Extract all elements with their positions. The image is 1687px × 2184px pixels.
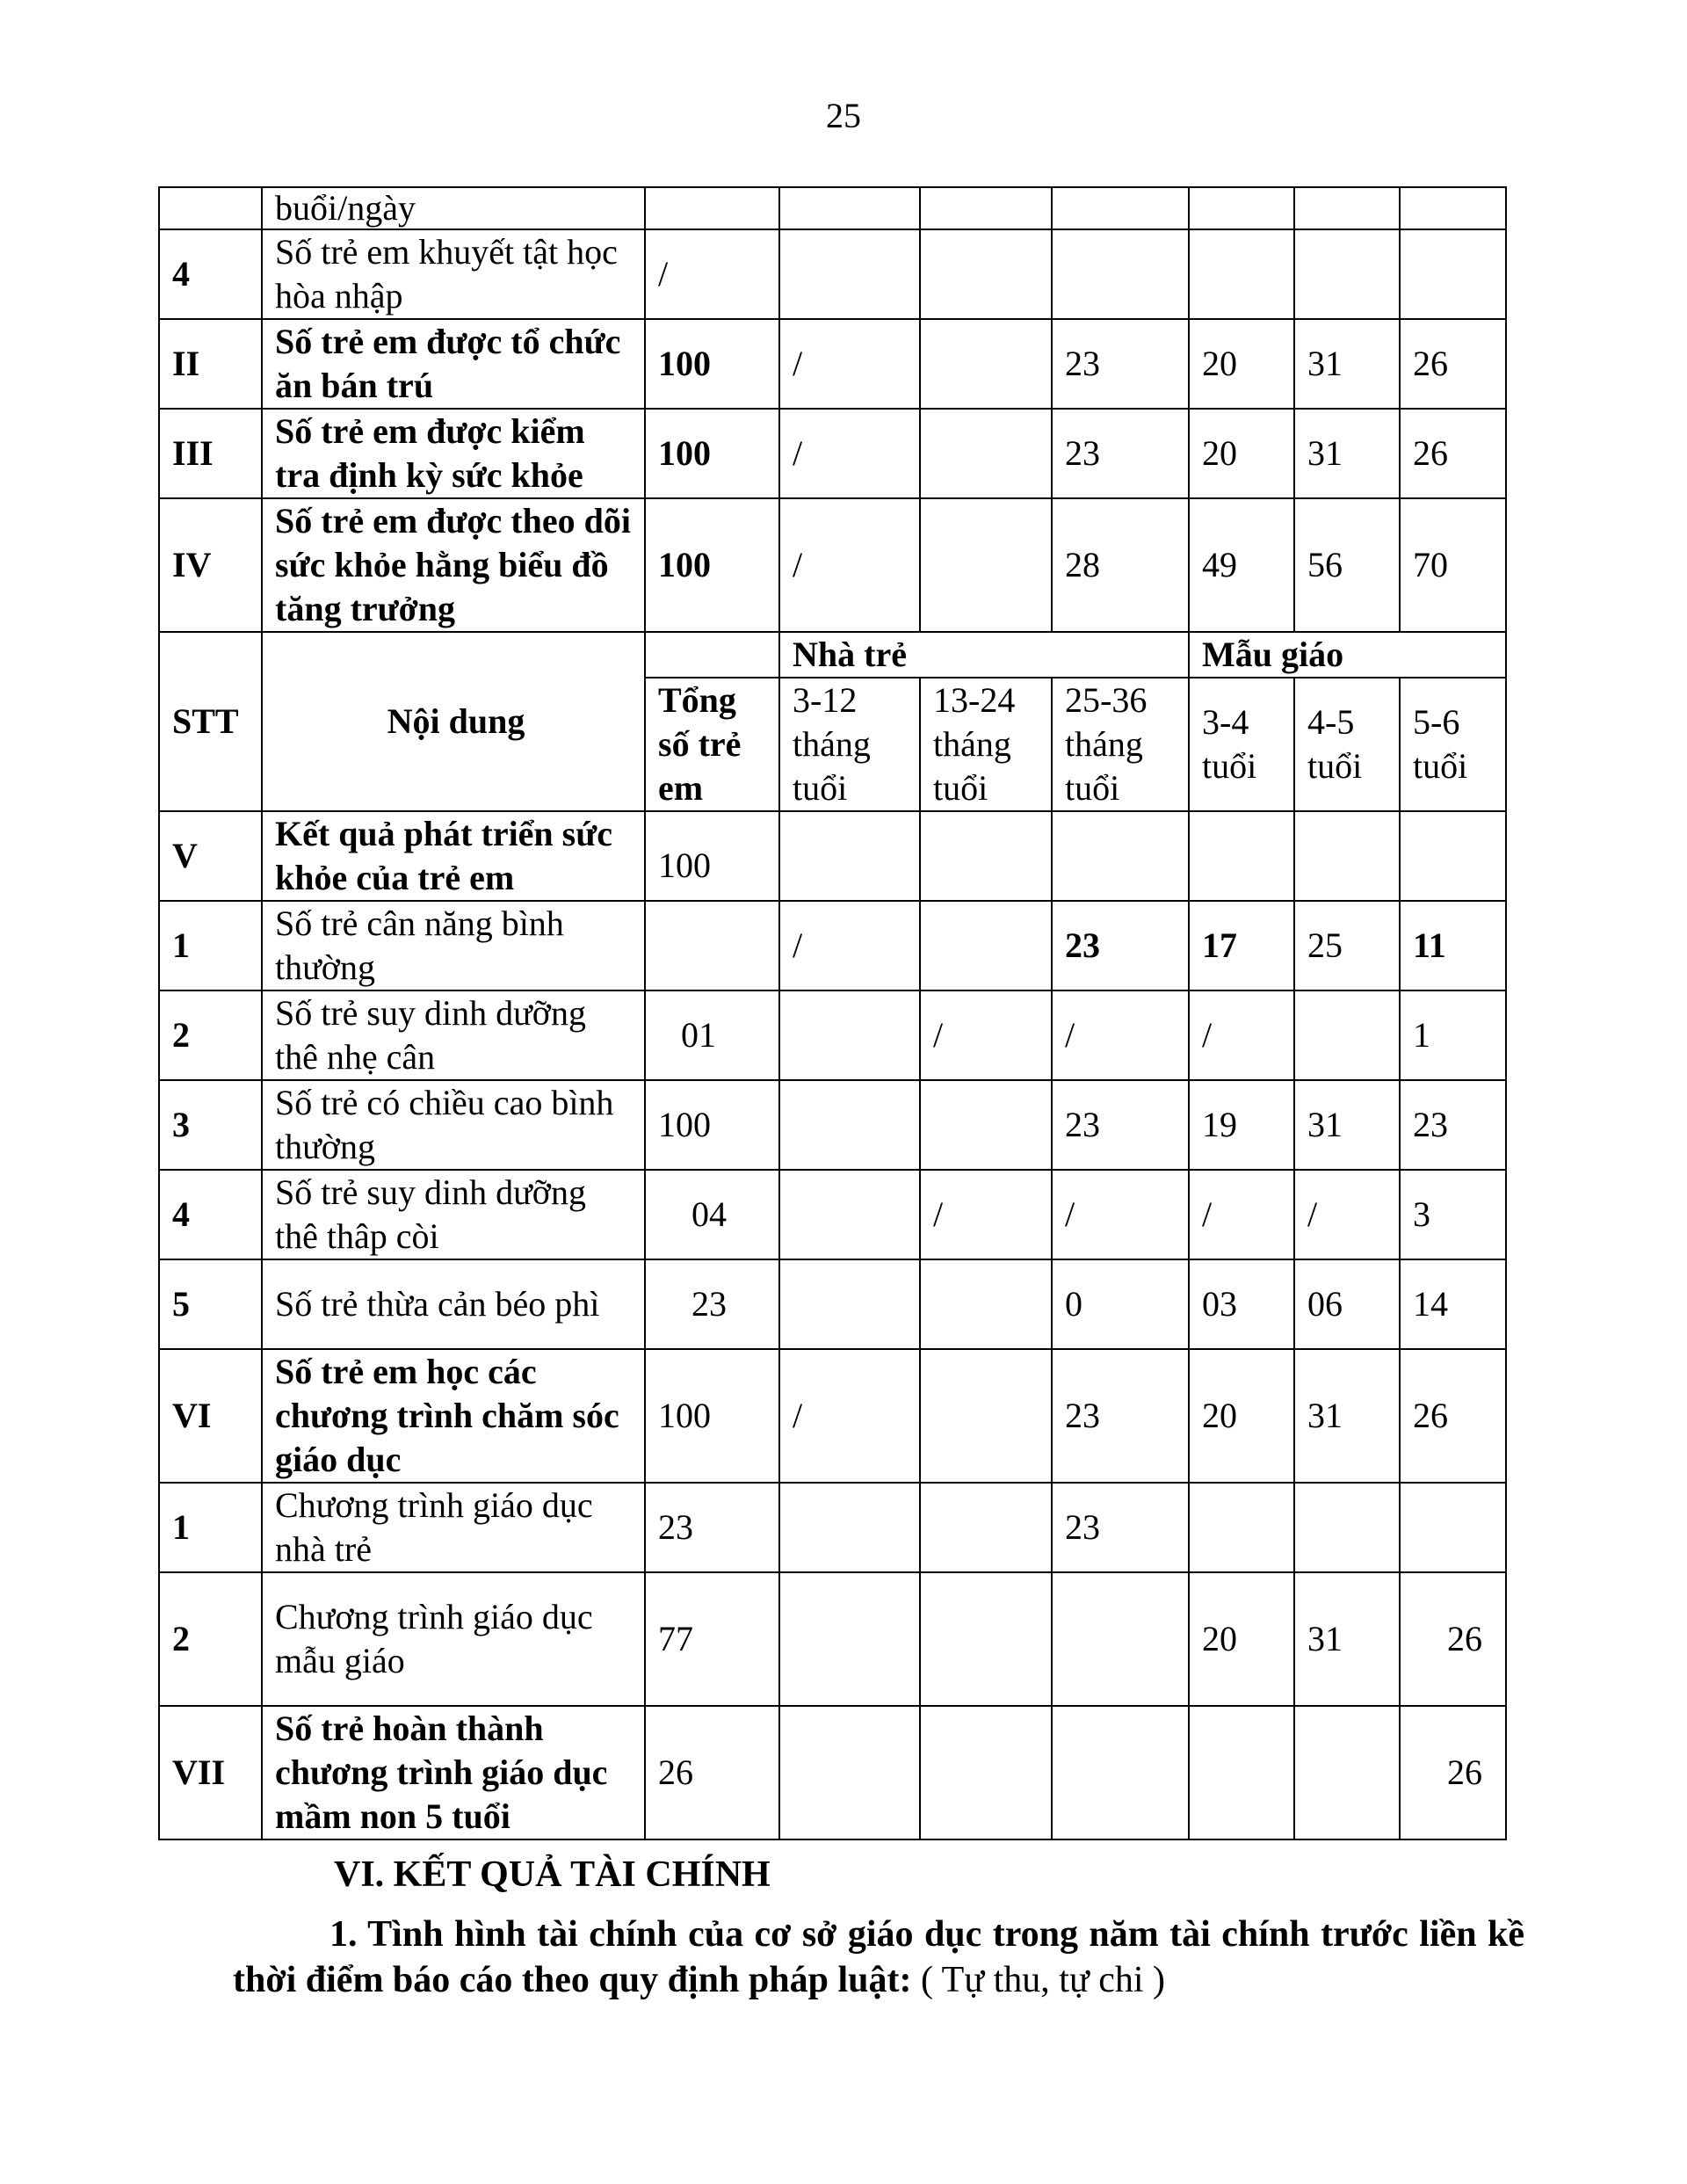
value-cell: 26 xyxy=(1400,409,1506,498)
header-spacer xyxy=(645,632,779,678)
value-cell xyxy=(920,229,1052,319)
age-3-12-header: 3-12 tháng tuổi xyxy=(779,678,920,811)
total-cell xyxy=(645,187,779,229)
content-cell: Số trẻ suy dinh dưỡng thê nhẹ cân xyxy=(262,990,645,1080)
value-cell: 20 xyxy=(1189,409,1294,498)
value-cell xyxy=(1294,187,1400,229)
stt-cell: 2 xyxy=(159,1572,262,1706)
value-cell: 23 xyxy=(1052,1080,1189,1170)
value-cell xyxy=(1189,229,1294,319)
total-cell: 26 xyxy=(645,1706,779,1839)
stt-cell: 5 xyxy=(159,1259,262,1349)
value-cell xyxy=(1052,187,1189,229)
total-header: Tổng số trẻ em xyxy=(645,678,779,811)
value-cell xyxy=(779,1706,920,1839)
value-cell xyxy=(920,1706,1052,1839)
value-cell xyxy=(920,1259,1052,1349)
content-cell: Số trẻ có chiều cao bình thường xyxy=(262,1080,645,1170)
table-row xyxy=(159,1572,1506,1706)
content-cell: Số trẻ cân năng bình thường xyxy=(262,901,645,990)
value-cell xyxy=(1052,811,1189,901)
section-heading: VI. KẾT QUẢ TÀI CHÍNH xyxy=(334,1854,771,1895)
value-cell xyxy=(1294,990,1400,1080)
stt-cell: V xyxy=(159,811,262,901)
total-cell: 77 xyxy=(645,1572,779,1706)
total-cell: 04 xyxy=(645,1170,779,1259)
stt-cell: 4 xyxy=(159,1170,262,1259)
value-cell: 31 xyxy=(1294,1349,1400,1483)
value-cell: 28 xyxy=(1052,498,1189,632)
total-cell: 100 xyxy=(645,1349,779,1483)
page-number: 25 xyxy=(826,96,861,135)
stt-cell: VII xyxy=(159,1706,262,1839)
value-cell xyxy=(1294,229,1400,319)
content-cell: Số trẻ em được kiểm tra định kỳ sức khỏe xyxy=(262,409,645,498)
value-cell: 0 xyxy=(1052,1259,1189,1349)
value-cell: / xyxy=(1052,990,1189,1080)
value-cell: 23 xyxy=(1052,409,1189,498)
paragraph-normal-text: ( Tự thu, tự chi ) xyxy=(911,1960,1165,2000)
value-cell xyxy=(1400,1483,1506,1572)
table-row xyxy=(159,319,1506,409)
value-cell: / xyxy=(779,409,920,498)
total-cell: / xyxy=(645,229,779,319)
content-cell: Số trẻ em được theo dõi sức khỏe hằng biểu đồ tăng trưởng xyxy=(262,498,645,632)
kindergarten-group-header: Mẫu giáo xyxy=(1189,632,1506,678)
value-cell xyxy=(1294,1483,1400,1572)
value-cell xyxy=(779,1080,920,1170)
value-cell: 56 xyxy=(1294,498,1400,632)
value-cell: 26 xyxy=(1400,319,1506,409)
value-cell: 49 xyxy=(1189,498,1294,632)
age-4-5-header: 4-5 tuổi xyxy=(1294,678,1400,811)
table-row xyxy=(159,901,1506,990)
value-cell: 1 xyxy=(1400,990,1506,1080)
value-cell: / xyxy=(779,498,920,632)
content-cell: buổi/ngày xyxy=(262,187,645,229)
table-row xyxy=(159,811,1506,901)
table-row xyxy=(159,1349,1506,1483)
total-cell: 100 xyxy=(645,498,779,632)
value-cell: 31 xyxy=(1294,319,1400,409)
value-cell xyxy=(1189,1706,1294,1839)
value-cell: 20 xyxy=(1189,319,1294,409)
value-cell: 25 xyxy=(1294,901,1400,990)
value-cell xyxy=(920,901,1052,990)
nursery-group-header: Nhà trẻ xyxy=(779,632,1189,678)
value-cell: / xyxy=(779,1349,920,1483)
value-cell: 20 xyxy=(1189,1572,1294,1706)
value-cell: / xyxy=(1189,990,1294,1080)
age-13-24-header: 13-24 tháng tuổi xyxy=(920,678,1052,811)
value-cell: / xyxy=(779,901,920,990)
stt-cell: 2 xyxy=(159,990,262,1080)
value-cell: 3 xyxy=(1400,1170,1506,1259)
total-cell: 01 xyxy=(645,990,779,1080)
stt-cell: VI xyxy=(159,1349,262,1483)
value-cell xyxy=(1400,229,1506,319)
age-3-4-header: 3-4 tuổi xyxy=(1189,678,1294,811)
table-row xyxy=(159,409,1506,498)
table-row xyxy=(159,229,1506,319)
value-cell: 26 xyxy=(1400,1706,1506,1839)
value-cell xyxy=(779,811,920,901)
value-cell: 70 xyxy=(1400,498,1506,632)
total-cell xyxy=(645,901,779,990)
value-cell: 26 xyxy=(1400,1572,1506,1706)
value-cell xyxy=(1400,187,1506,229)
total-cell: 23 xyxy=(645,1259,779,1349)
value-cell: / xyxy=(779,319,920,409)
value-cell: / xyxy=(1189,1170,1294,1259)
value-cell: 06 xyxy=(1294,1259,1400,1349)
value-cell xyxy=(1052,1706,1189,1839)
value-cell xyxy=(920,1572,1052,1706)
stt-cell: 1 xyxy=(159,1483,262,1572)
statistics-table xyxy=(158,186,1507,1840)
value-cell xyxy=(779,1259,920,1349)
content-cell: Số trẻ suy dinh dưỡng thê thâp còi xyxy=(262,1170,645,1259)
value-cell: / xyxy=(1294,1170,1400,1259)
value-cell: 17 xyxy=(1189,901,1294,990)
content-header: Nội dung xyxy=(262,632,645,811)
content-cell: Số trẻ em học các chương trình chăm sóc giáo dục xyxy=(262,1349,645,1483)
value-cell xyxy=(1294,811,1400,901)
stt-cell: 3 xyxy=(159,1080,262,1170)
stt-cell: II xyxy=(159,319,262,409)
value-cell: 31 xyxy=(1294,1080,1400,1170)
value-cell: 31 xyxy=(1294,409,1400,498)
table-row xyxy=(159,1080,1506,1170)
table-row xyxy=(159,1170,1506,1259)
content-cell: Chương trình giáo dục nhà trẻ xyxy=(262,1483,645,1572)
value-cell: / xyxy=(920,1170,1052,1259)
value-cell xyxy=(779,1572,920,1706)
value-cell xyxy=(920,1349,1052,1483)
total-cell: 100 xyxy=(645,409,779,498)
stt-cell: IV xyxy=(159,498,262,632)
value-cell: 23 xyxy=(1400,1080,1506,1170)
content-cell: Số trẻ em khuyết tật học hòa nhập xyxy=(262,229,645,319)
stt-cell: III xyxy=(159,409,262,498)
value-cell xyxy=(1294,1706,1400,1839)
value-cell xyxy=(920,811,1052,901)
value-cell: 31 xyxy=(1294,1572,1400,1706)
value-cell xyxy=(920,1483,1052,1572)
table-row xyxy=(159,1483,1506,1572)
table-row xyxy=(159,1259,1506,1349)
value-cell xyxy=(779,1170,920,1259)
value-cell xyxy=(920,498,1052,632)
value-cell xyxy=(920,187,1052,229)
value-cell: 11 xyxy=(1400,901,1506,990)
value-cell: / xyxy=(1052,1170,1189,1259)
content-cell: Chương trình giáo dục mẫu giáo xyxy=(262,1572,645,1706)
age-25-36-header: 25-36 tháng tuổi xyxy=(1052,678,1189,811)
stt-header: STT xyxy=(159,632,262,811)
value-cell: 19 xyxy=(1189,1080,1294,1170)
table-row xyxy=(159,187,1506,229)
table-row xyxy=(159,990,1506,1080)
content-cell: Số trẻ thừa cản béo phì xyxy=(262,1259,645,1349)
value-cell: 23 xyxy=(1052,901,1189,990)
value-cell xyxy=(920,1080,1052,1170)
content-cell: Số trẻ hoàn thành chương trình giáo dục mầm non 5 tuổi xyxy=(262,1706,645,1839)
value-cell xyxy=(920,319,1052,409)
value-cell: 23 xyxy=(1052,1349,1189,1483)
table-row xyxy=(159,498,1506,632)
content-cell: Kết quả phát triển sức khỏe của trẻ em xyxy=(262,811,645,901)
paragraph-bold-text: 1. Tình hình tài chính của cơ sở giáo dục trong năm tài chính trước liền kề thời điểm báo cáo theo quy định pháp luật: xyxy=(233,1914,1524,2000)
value-cell: 23 xyxy=(1052,319,1189,409)
value-cell xyxy=(1189,1483,1294,1572)
value-cell xyxy=(1052,1572,1189,1706)
content-cell: Số trẻ em được tổ chức ăn bán trú xyxy=(262,319,645,409)
value-cell xyxy=(779,1483,920,1572)
value-cell: 14 xyxy=(1400,1259,1506,1349)
value-cell xyxy=(779,990,920,1080)
table-header-row xyxy=(159,632,1506,678)
value-cell xyxy=(1189,811,1294,901)
value-cell: / xyxy=(920,990,1052,1080)
value-cell xyxy=(920,409,1052,498)
value-cell xyxy=(1052,229,1189,319)
value-cell xyxy=(1400,811,1506,901)
stt-cell: 1 xyxy=(159,901,262,990)
age-5-6-header: 5-6 tuổi xyxy=(1400,678,1506,811)
value-cell: 20 xyxy=(1189,1349,1294,1483)
value-cell: 03 xyxy=(1189,1259,1294,1349)
finance-paragraph xyxy=(233,1912,1524,2003)
value-cell xyxy=(1189,187,1294,229)
value-cell: 26 xyxy=(1400,1349,1506,1483)
total-cell: 100 xyxy=(645,811,779,901)
value-cell: 23 xyxy=(1052,1483,1189,1572)
value-cell xyxy=(779,187,920,229)
stt-cell xyxy=(159,187,262,229)
total-cell: 100 xyxy=(645,319,779,409)
stt-cell: 4 xyxy=(159,229,262,319)
total-cell: 100 xyxy=(645,1080,779,1170)
value-cell xyxy=(779,229,920,319)
table-row xyxy=(159,1706,1506,1839)
total-cell: 23 xyxy=(645,1483,779,1572)
